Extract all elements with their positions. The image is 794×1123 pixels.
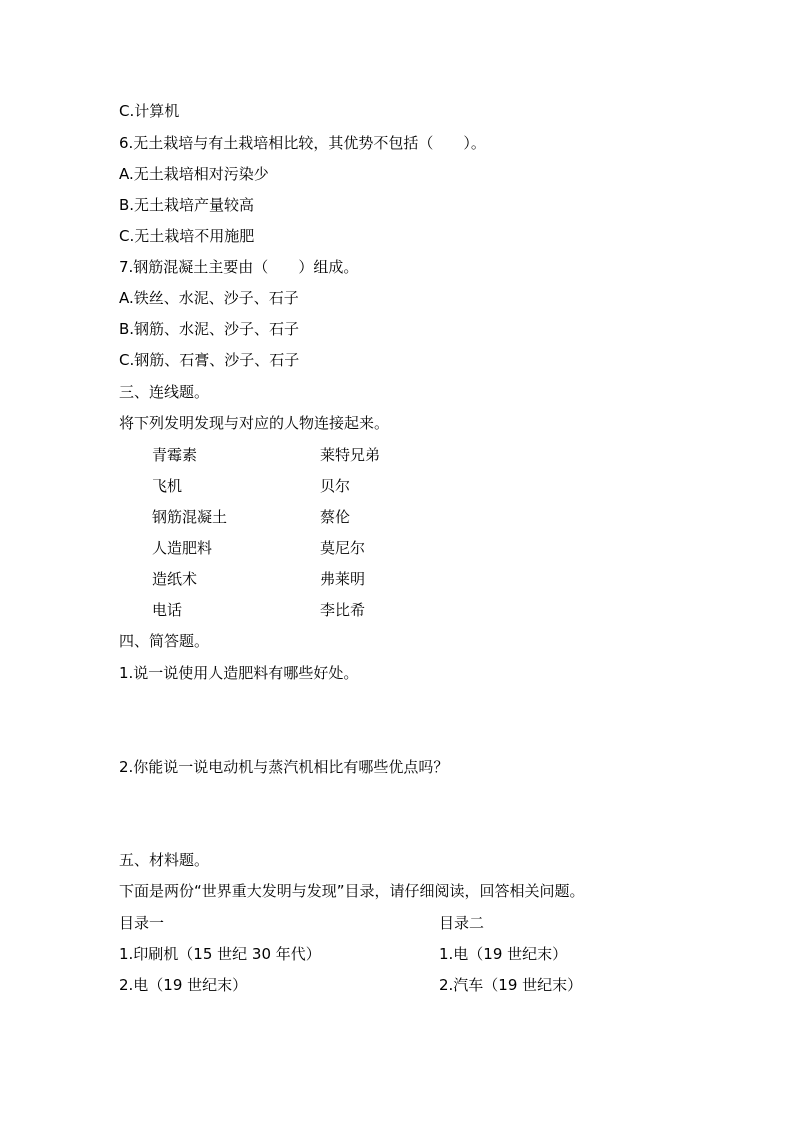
list-1-title: 目录一 xyxy=(119,914,165,932)
section-4-question-1: 1.说一说使用人造肥料有哪些好处。 xyxy=(119,664,359,682)
list-2-item: 1.电（19 世纪末） xyxy=(439,945,568,963)
question-7-option-a: A.铁丝、水泥、沙子、石子 xyxy=(119,289,299,307)
list-1-item: 2.电（19 世纪末） xyxy=(119,976,248,994)
question-7-option-b: B.钢筋、水泥、沙子、石子 xyxy=(119,320,300,338)
matching-left-item: 造纸术 xyxy=(152,570,198,588)
list-1-item: 1.印刷机（15 世纪 30 年代） xyxy=(119,945,321,963)
matching-right-item: 莱特兄弟 xyxy=(320,446,381,464)
matching-right-item: 莫尼尔 xyxy=(320,539,366,557)
matching-right-item: 李比希 xyxy=(320,601,366,619)
matching-left-item: 飞机 xyxy=(152,477,183,495)
question-6-option-c: C.无土栽培不用施肥 xyxy=(119,227,255,245)
matching-right-item: 蔡伦 xyxy=(320,508,351,526)
section-4-question-2: 2.你能说一说电动机与蒸汽机相比有哪些优点吗？ xyxy=(119,758,449,776)
matching-left-item: 钢筋混凝土 xyxy=(152,508,228,526)
question-6-option-a: A.无土栽培相对污染少 xyxy=(119,165,269,183)
list-2-item: 2.汽车（19 世纪末） xyxy=(439,976,583,994)
list-2-title: 目录二 xyxy=(439,914,485,932)
matching-left-item: 人造肥料 xyxy=(152,539,213,557)
question-6: 6.无土栽培与有土栽培相比较，其优势不包括（ ）。 xyxy=(119,134,486,152)
section-5-intro: 下面是两份“世界重大发明与发现”目录，请仔细阅读，回答相关问题。 xyxy=(119,882,585,900)
matching-left-item: 电话 xyxy=(152,601,183,619)
matching-left-item: 青霉素 xyxy=(152,446,198,464)
section-4-title: 四、简答题。 xyxy=(119,632,210,650)
section-3-instructions: 将下列发明发现与对应的人物连接起来。 xyxy=(119,414,390,432)
question-7-option-c: C.钢筋、石膏、沙子、石子 xyxy=(119,351,300,369)
section-5-title: 五、材料题。 xyxy=(119,851,210,869)
matching-right-item: 弗莱明 xyxy=(320,570,366,588)
question-7: 7.钢筋混凝土主要由（ ）组成。 xyxy=(119,258,359,276)
option-c-computer: C.计算机 xyxy=(119,102,180,120)
section-3-title: 三、连线题。 xyxy=(119,383,210,401)
question-6-option-b: B.无土栽培产量较高 xyxy=(119,196,255,214)
matching-right-item: 贝尔 xyxy=(320,477,351,495)
